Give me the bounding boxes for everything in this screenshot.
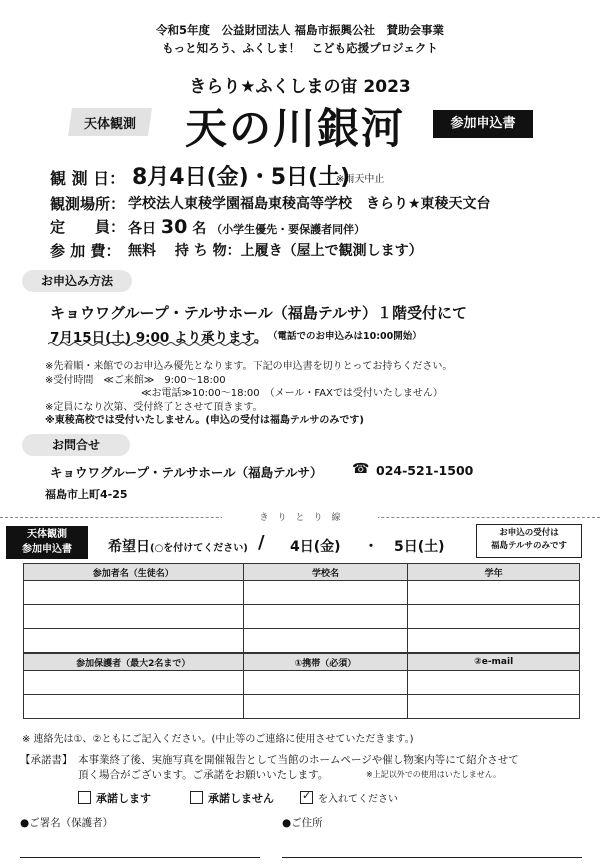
contact-address: 福島市上町4-25: [45, 488, 128, 501]
form-tag-line1: 天体観測: [27, 529, 67, 540]
fee-label: 参 加 費：: [50, 242, 121, 260]
hope-label: 希望日: [108, 539, 150, 555]
col-guardian: 参加保護者（最大2名まで）: [24, 654, 244, 671]
wavy-underline: [48, 341, 262, 347]
date-label: 観 測 日：: [50, 169, 126, 188]
check-instruction: [300, 790, 398, 805]
apply-venue: キョウワグループ・テルサホール（福島テルサ）１階受付にて: [50, 304, 468, 322]
participant-name-field[interactable]: [24, 605, 244, 629]
capacity-number: 30: [160, 216, 188, 238]
disagree-checkbox[interactable]: [190, 791, 203, 804]
check-mark-icon: ✓: [302, 789, 312, 802]
day-separator: ・: [364, 539, 378, 555]
agree-checkbox[interactable]: [78, 791, 91, 804]
day2-option[interactable]: 5日(土): [394, 539, 445, 555]
col-participant-name: 参加者名（生徒名）: [24, 564, 244, 581]
grade-field[interactable]: [408, 605, 580, 629]
guardian-name-field[interactable]: [24, 695, 244, 719]
tag-text: 天体観測: [83, 117, 136, 132]
mobile-field[interactable]: [243, 671, 408, 695]
school-field[interactable]: [243, 581, 408, 605]
consent-label: 【承諾書】: [20, 754, 73, 766]
apply-heading: お申込み方法: [22, 270, 132, 292]
participant-name-field[interactable]: [24, 629, 244, 653]
hope-date: [108, 536, 248, 556]
date-value: 8月4日(金)・5日(土): [132, 165, 351, 190]
contact-heading: お問合せ: [22, 434, 130, 456]
header-line1: 令和5年度 公益財団法人 福島市振興公社 賛助会事業: [155, 23, 444, 37]
apply-start: 7月15日(土) 9:00 より承ります。: [50, 330, 268, 346]
form-tag: [6, 526, 88, 559]
place-value: 学校法人東稜学園福島東稜高等学校 きらり★東稜天文台: [128, 196, 491, 212]
school-field[interactable]: [243, 605, 408, 629]
table-row: [24, 605, 580, 629]
disagree-label: 承諾しません: [208, 792, 274, 805]
table-row: [24, 695, 580, 719]
table-row: [24, 629, 580, 653]
receipt-notice-line1: お申込の受付は: [499, 528, 559, 538]
table-row: [24, 671, 580, 695]
col-email: ②e-mail: [408, 654, 580, 671]
apply-note-5: ※東稜高校では受付いたしません。(申込の受付は福島テルサのみです): [45, 415, 364, 426]
place-label: 観測場所：: [50, 195, 126, 213]
col-mobile: ①携帯（必須）: [243, 654, 408, 671]
checked-example-icon: [300, 791, 313, 804]
rain-note: ※雨天中止: [336, 174, 385, 185]
apply-start-note: （電話でのお申込みは10:00開始）: [268, 331, 422, 342]
consent-text-2: 頂く場合がございます。ご承諾をお願いいたします。: [78, 769, 329, 781]
cut-line-label: き り と り 線: [222, 510, 378, 523]
contact-phone: 024-521-1500: [376, 463, 474, 478]
address-label: ●ご住所: [282, 817, 323, 829]
agree-label: 承諾します: [96, 792, 151, 805]
receipt-notice-line2: 福島テルサのみです: [490, 541, 568, 551]
apply-note-1: ※先着順・来館でのお申込み優先となります。下記の申込書を切りとってお持ちください。: [45, 361, 453, 372]
hope-note: (○を付けてください): [150, 543, 248, 554]
application-badge: 参加申込書: [433, 110, 533, 138]
apply-note-2: ※受付時間 ≪ご来館≫ 9:00～18:00: [45, 375, 226, 386]
participant-table: [23, 563, 580, 653]
consent-note: ※上記以外での使用はいたしません。: [366, 770, 502, 779]
school-field[interactable]: [243, 629, 408, 653]
apply-note-4: ※定員になり次第、受付終了とさせて頂きます。: [45, 402, 263, 413]
signature-line[interactable]: [20, 857, 260, 858]
hope-slash: /: [258, 532, 265, 553]
day1-option[interactable]: 4日(金): [290, 539, 341, 555]
capacity-note: （小学生優先・要保護者同伴）: [211, 223, 366, 236]
agree-option[interactable]: [78, 790, 151, 806]
capacity-unit: 名: [192, 221, 207, 237]
email-field[interactable]: [408, 695, 580, 719]
table-header-row: [24, 654, 580, 671]
contact-note: ※ 連絡先は①、②ともにご記入ください。(中止等のご連絡に使用させていただきます。): [22, 734, 414, 745]
page-title: 天の川銀河: [184, 104, 405, 153]
disagree-option[interactable]: [190, 790, 274, 806]
table-row: [24, 581, 580, 605]
form-tag-line2: 参加申込書: [22, 544, 72, 555]
check-instruction-text: を入れてください: [318, 794, 398, 805]
header-line2: もっと知ろう、ふくしま！ こども応援プロジェクト: [162, 41, 438, 55]
phone-icon: ☎: [352, 461, 370, 477]
guardian-table: [23, 653, 580, 719]
receipt-notice: [476, 524, 582, 558]
participant-name-field[interactable]: [24, 581, 244, 605]
address-line[interactable]: [282, 857, 582, 858]
fee-value: 無料 持 ち 物：上履き（屋上で観測します）: [128, 243, 423, 259]
capacity-value: [128, 216, 365, 238]
mobile-field[interactable]: [243, 695, 408, 719]
series-title: きらり★ふくしまの宙 2023: [189, 77, 411, 97]
capacity-prefix: 各日: [128, 221, 156, 237]
contact-name: キョウワグループ・テルサホール（福島テルサ）: [50, 465, 323, 480]
apply-note-3: ≪お電話≫10:00～18:00 （メール・FAXでは受付いたしません）: [141, 388, 443, 399]
table-header-row: [24, 564, 580, 581]
capacity-label: 定 員：: [50, 218, 126, 236]
guardian-name-field[interactable]: [24, 671, 244, 695]
signature-label: ●ご署名（保護者）: [20, 817, 114, 829]
email-field[interactable]: [408, 671, 580, 695]
grade-field[interactable]: [408, 581, 580, 605]
col-school: 学校名: [243, 564, 408, 581]
consent-text-1: 本事業終了後、実施写真を開催報告として当館のホームページや催し物案内等にて紹介させて: [78, 754, 519, 766]
col-grade: 学年: [408, 564, 580, 581]
grade-field[interactable]: [408, 629, 580, 653]
